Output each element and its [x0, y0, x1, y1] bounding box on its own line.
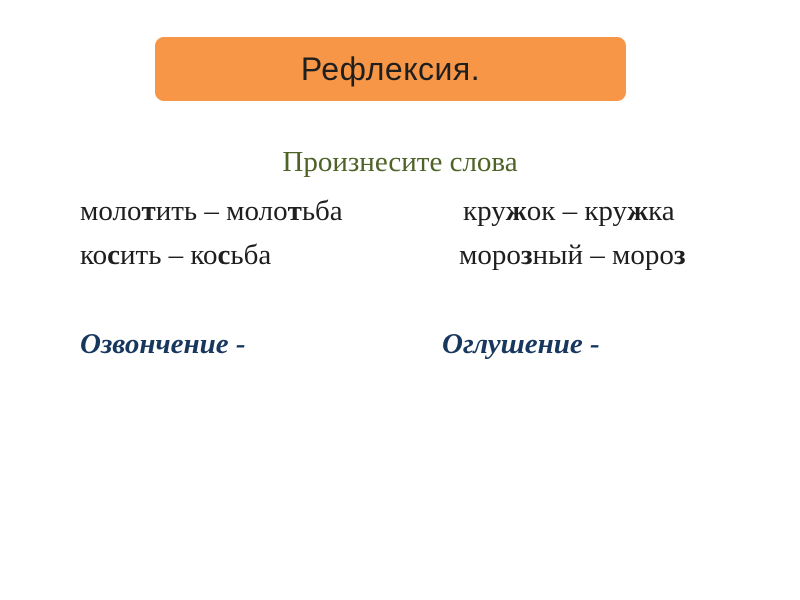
word-part: ить: [155, 195, 198, 227]
highlighted-consonant: т: [287, 195, 302, 227]
word-pair-kruzhok: [463, 195, 675, 228]
highlighted-consonant: т: [141, 195, 156, 227]
word-part: ка: [648, 195, 675, 227]
highlighted-consonant: с: [217, 239, 231, 271]
word-part: ко: [190, 239, 218, 271]
highlighted-consonant: ж: [627, 195, 649, 227]
word-part: моло: [226, 195, 288, 227]
dash: –: [197, 195, 227, 227]
dash: –: [583, 239, 613, 271]
word-pair-kosit: [80, 239, 271, 272]
highlighted-consonant: з: [673, 239, 686, 271]
dash: –: [161, 239, 191, 271]
word-part: кру: [463, 195, 506, 227]
word-part: ьба: [230, 239, 272, 271]
slide-title: Рефлексия.: [300, 50, 481, 87]
word-part: ный: [532, 239, 584, 271]
title-banner: [155, 37, 626, 101]
word-pair-moroznyj: [459, 239, 686, 272]
highlighted-consonant: з: [520, 239, 533, 271]
word-part: моро: [459, 239, 521, 271]
word-pair-molotit: [80, 195, 343, 228]
word-part: ок: [526, 195, 556, 227]
word-part: моло: [80, 195, 142, 227]
word-part: ьба: [301, 195, 343, 227]
instruction-subtitle: Произнесите слова: [282, 146, 518, 178]
dash: –: [555, 195, 585, 227]
word-part: ко: [80, 239, 108, 271]
highlighted-consonant: ж: [505, 195, 527, 227]
word-part: ить: [120, 239, 162, 271]
word-part: кру: [584, 195, 628, 227]
highlighted-consonant: с: [107, 239, 120, 271]
term-voicing: Озвончение -: [80, 328, 246, 360]
term-devoicing: Оглушение -: [442, 328, 600, 360]
word-part: моро: [612, 239, 674, 271]
